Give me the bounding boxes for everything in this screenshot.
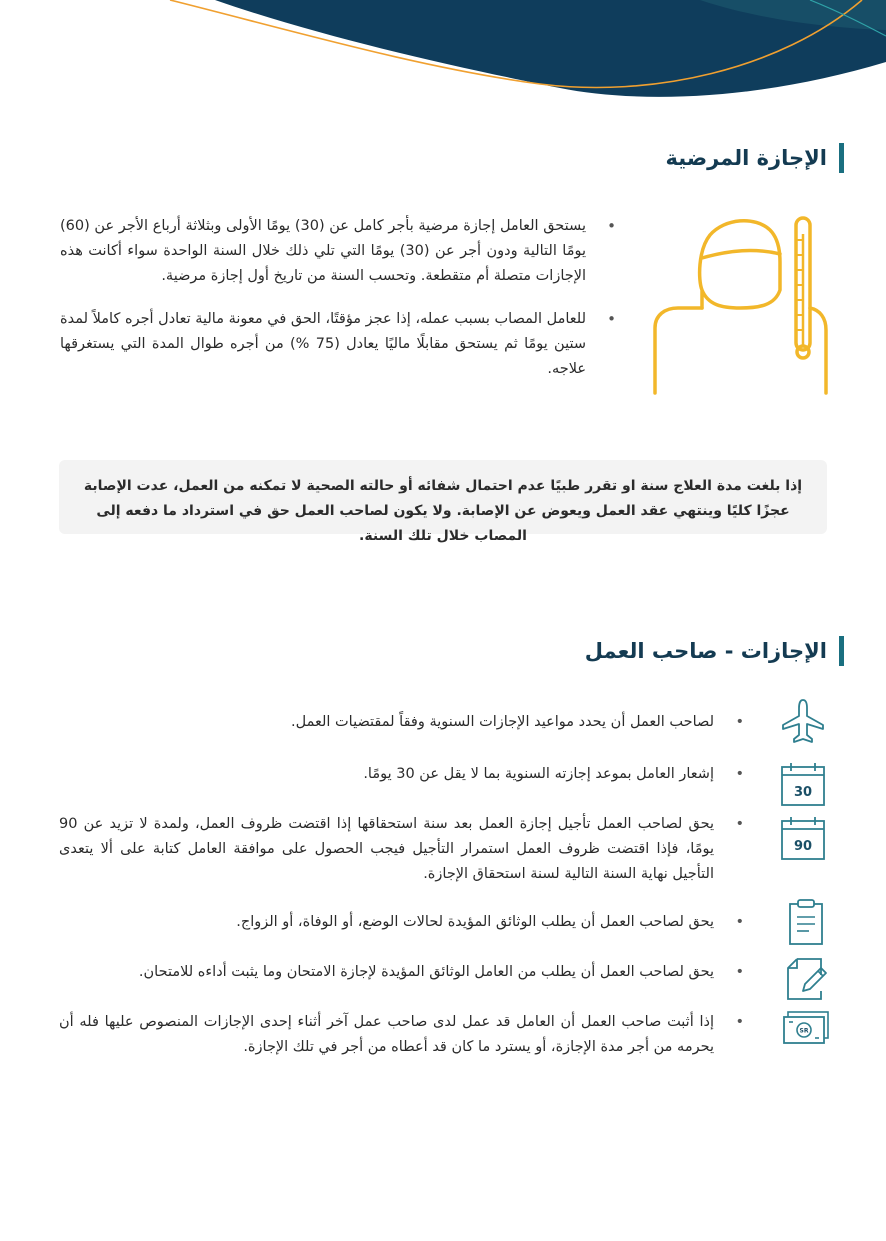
calendar-30-icon — [778, 760, 828, 810]
currency-label: SR — [799, 1027, 809, 1035]
sick-leave-title: الإجازة المرضية — [665, 146, 827, 170]
heading-accent-bar — [839, 143, 844, 173]
list-item: • للعامل المصاب بسبب عمله، إذا عجز مؤقتًا، الحق في معونة مالية تعادل أجره كاملاً لمدة ستين يومًا ثم يستحق مقابلًا ماليًا يعادل (75 %) من أجره طوال المدة التي يستغرقها علاجه. — [60, 307, 586, 382]
sick-person-thermometer-icon — [650, 210, 830, 400]
list-item-text: • يحق لصاحب العمل أن يطلب الوثائق المؤيدة لحالات الوضع، أو الوفاة، أو الزواج. — [59, 910, 714, 935]
notice-box — [59, 460, 827, 544]
list-item — [59, 762, 714, 787]
employer-leave-heading — [585, 636, 844, 666]
list-item-text: • لصاحب العمل أن يحدد مواعيد الإجازات السنوية وفقاً لمقتضيات العمل. — [59, 710, 714, 735]
list-item — [59, 1010, 714, 1060]
clipboard-icon — [781, 897, 831, 947]
calendar-label: 90 — [793, 839, 813, 854]
calendar-90-icon — [778, 814, 828, 864]
list-item — [59, 812, 714, 887]
sick-leave-heading — [666, 143, 844, 173]
list-item-text: • إذا أثبت صاحب العمل أن العامل قد عمل لدى صاحب عمل آخر أثناء إحدى الإجازات المنصوص عليها فله أن يحرمه من أجر مدة الإجازة، أو يسترد ما كان قد أعطاه من أجر في تلك الإجازة. — [59, 1010, 714, 1060]
list-item-text: • يحق لصاحب العمل تأجيل إجازة العمل بعد سنة استحقاقها إذا اقتضت ظروف العمل، ولمدة لا تزيد عن 90 يومًا، فإذا اقتضت ظروف العمل استمرار التأجيل فيجب الحصول على موافقة العامل كتابة على ألا يتعدى التأجيل نهاية السنة التالية لسنة استحقاق الإجازة. — [59, 812, 714, 887]
list-item — [59, 960, 714, 985]
airplane-icon — [778, 697, 828, 747]
calendar-label: 30 — [793, 785, 813, 800]
heading-accent-bar — [839, 636, 844, 666]
notice-text: إذا بلغت مدة العلاج سنة او تقرر طبيًا عدم احتمال شفائه أو حالته الصحية لا تمكنه من العمل، عدت الإصابة عجزًا كليًا وينتهي عقد العمل ويعوض عن الإصابة. ولا يكون لصاحب العمل حق في استرداد ما دفعه إلى المصاب خلال تلك السنة. — [83, 478, 803, 544]
list-item — [59, 710, 714, 735]
sick-leave-bullets — [60, 214, 586, 400]
list-item-text: • إشعار العامل بموعد إجازته السنوية بما لا يقل عن 30 يومًا. — [59, 762, 714, 787]
list-item-text: • يحق لصاحب العمل أن يطلب من العامل الوثائق المؤيدة لإجازة الامتحان وما يثبت أداءه للامتحان. — [59, 960, 714, 985]
header-wave-decoration — [0, 0, 886, 110]
list-item: • يستحق العامل إجازة مرضية بأجر كامل عن (30) يومًا الأولى وبثلاثة أرباع الأجر عن (60) يومًا التالية ودون أجر عن (30) يومًا التي تلي ذلك خلال السنة الواحدة سواء أكانت هذه الإجازات متصلة أم متقطعة. وتحسب السنة من تاريخ أول إجازة مرضية. — [60, 214, 586, 289]
money-sr-icon — [780, 1006, 830, 1056]
list-item — [59, 910, 714, 935]
employer-leave-title: الإجازات - صاحب العمل — [584, 639, 827, 663]
document-edit-icon — [781, 953, 831, 1003]
